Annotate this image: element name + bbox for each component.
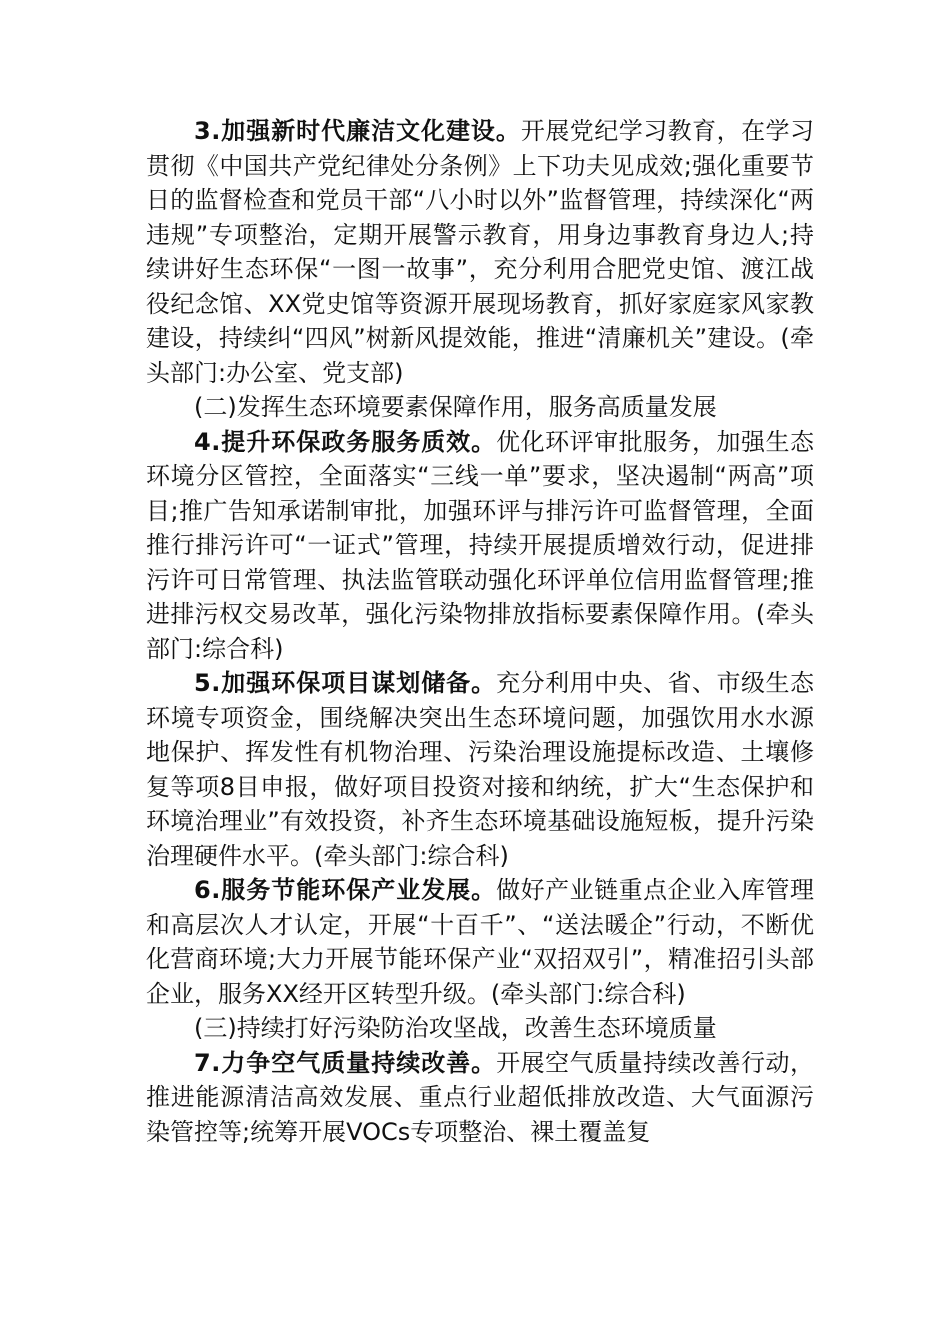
paragraph-heading: 3.加强新时代廉洁文化建设。 [194, 117, 521, 145]
document-body [146, 114, 814, 1149]
section-heading: (三)持续打好污染防治攻坚战，改善生态环境质量 [194, 1014, 717, 1042]
section-heading: (二)发挥生态环境要素保障作用，服务高质量发展 [194, 393, 717, 421]
paragraph-heading: 6.服务节能环保产业发展。 [194, 876, 497, 904]
paragraph-text: 开展空气质量持续改善行动，推进能源清洁高效发展、重点行业超低排放改造、大气面源污染管控等;统筹开展VOCs专项整治、裸土覆盖复 [146, 1048, 814, 1146]
paragraph-heading: 7.力争空气质量持续改善。 [194, 1048, 497, 1077]
paragraph-item-5 [146, 666, 814, 873]
paragraph-item-7 [146, 1046, 814, 1150]
paragraph-text: 充分利用中央、省、市级生态环境专项资金，围绕解决突出生态环境问题，加强饮用水水源地保护、挥发性有机物治理、污染治理设施提标改造、土壤修复等项8目申报，做好项目投资对接和纳统，扩大“生态保护和环境治理业”有效投资，补齐生态环境基础设施短板，提升污染治理硬件水平。(牵头部门:综合科) [146, 669, 814, 870]
paragraph-text: 开展党纪学习教育，在学习贯彻《中国共产党纪律处分条例》上下功夫见成效;强化重要节日的监督检查和党员干部“八小时以外”监督管理，持续深化“两违规”专项整治，定期开展警示教育，用身边事教育身边人;持续讲好生态环保“一图一故事”，充分利用合肥党史馆、渡江战役纪念馆、XX党史馆等资源开展现场教育，抓好家庭家风家教建设，持续纠“四风”树新风提效能，推进“清廉机关”建设。(牵头部门:办公室、党支部) [146, 117, 814, 387]
paragraph-item-3 [146, 114, 814, 390]
paragraph-text: 做好产业链重点企业入库管理和高层次人才认定，开展“十百千”、“送法暖企”行动，不断优化营商环境;大力开展节能环保产业“双招双引”，精准招引头部企业，服务XX经开区转型升级。(牵头部门:综合科) [146, 876, 814, 1008]
paragraph-item-4 [146, 425, 814, 667]
paragraph-heading: 5.加强环保项目谋划储备。 [194, 669, 497, 697]
paragraph-item-6 [146, 873, 814, 1011]
paragraph-text: 优化环评审批服务，加强生态环境分区管控，全面落实“三线一单”要求，坚决遏制“两高”项目;推广告知承诺制审批，加强环评与排污许可监督管理，全面推行排污许可“一证式”管理，持续开展提质增效行动，促进排污许可日常管理、执法监管联动强化环评单位信用监督管理;推进排污权交易改革，强化污染物排放指标要素保障作用。(牵头部门:综合科) [146, 427, 814, 663]
paragraph-heading: 4.提升环保政务服务质效。 [194, 427, 497, 456]
